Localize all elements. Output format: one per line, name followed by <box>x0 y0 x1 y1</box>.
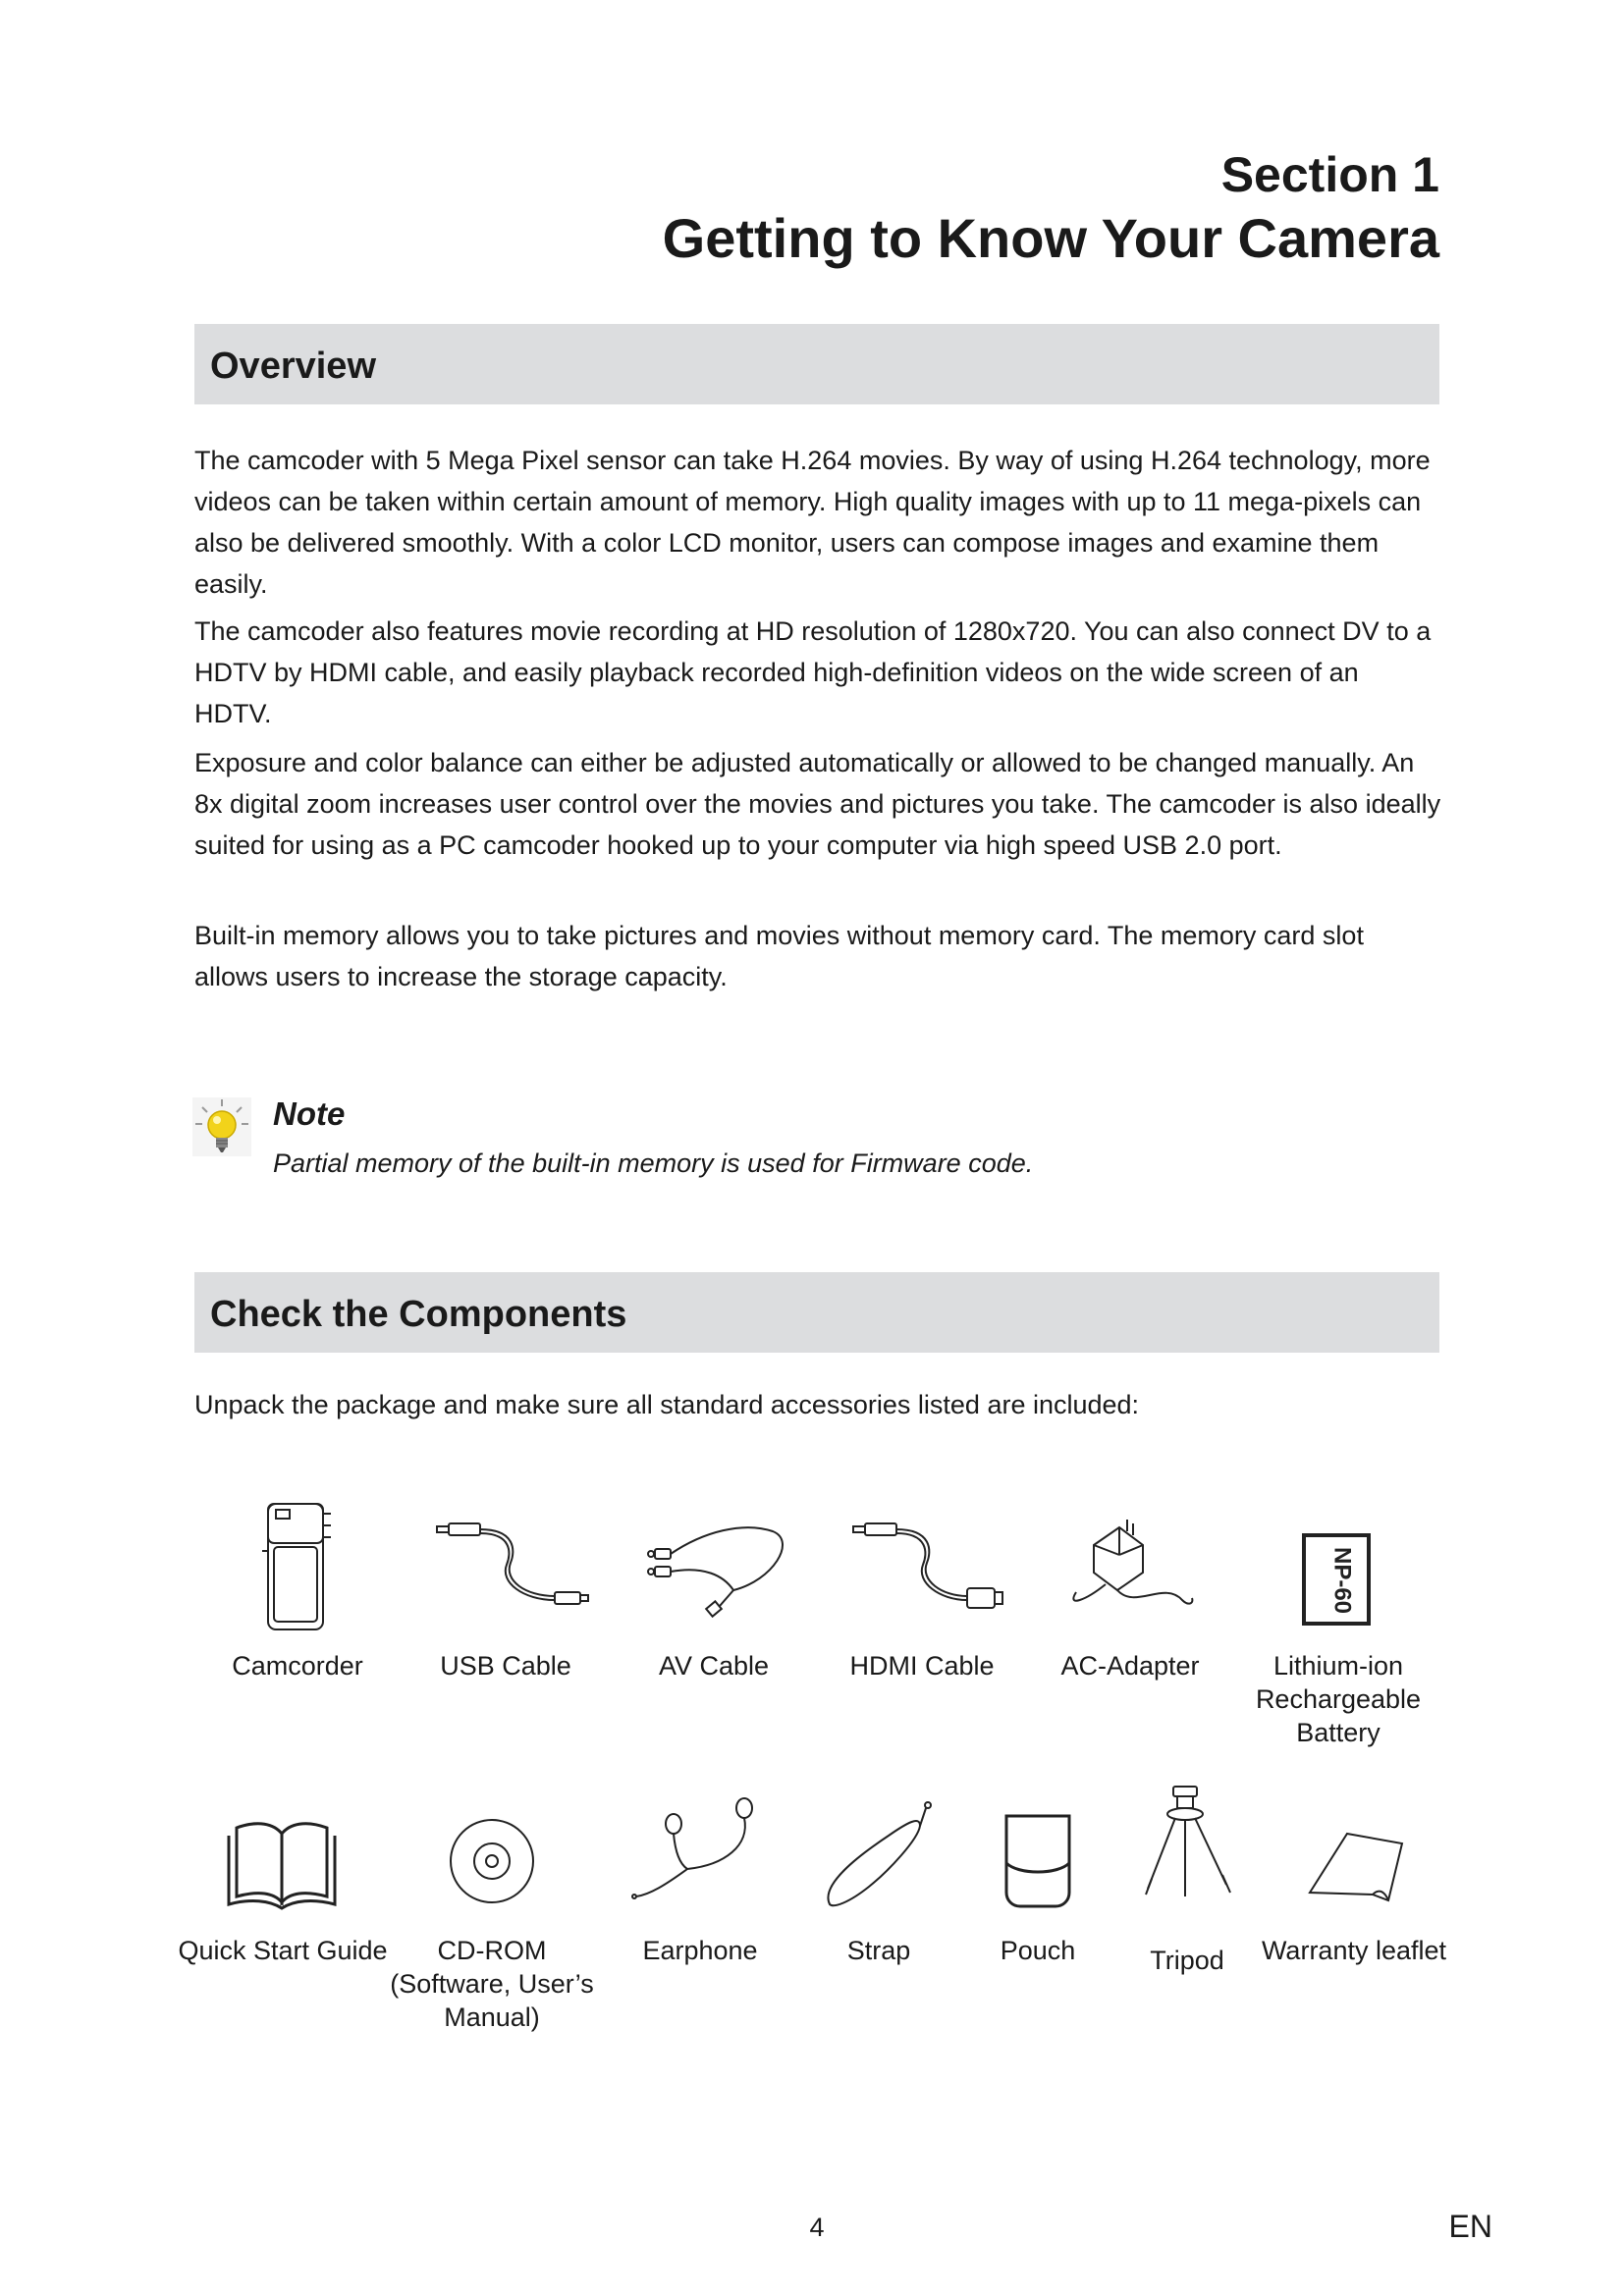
strap-icon <box>810 1796 947 1914</box>
components-heading-band <box>194 1272 1439 1353</box>
component-hdmi-cable <box>814 1502 1030 1681</box>
component-label: Warranty leaflet <box>1261 1936 1447 1965</box>
overview-paragraph-4: Built-in memory allows you to take pictures and movies without memory card. The memory card slot allows users to increase the storage capacity. <box>194 921 1364 991</box>
language-code: EN <box>1448 2209 1492 2244</box>
component-label: USB Cable <box>440 1651 571 1681</box>
battery-marking: NP-60 <box>1328 1546 1356 1615</box>
overview-heading: Overview <box>210 346 376 387</box>
overview-heading-band <box>194 324 1439 404</box>
leaflet-icon <box>1290 1806 1418 1914</box>
component-label: Tripod <box>1150 1946 1224 1975</box>
tripod-icon <box>1128 1779 1246 1916</box>
earphone-icon <box>626 1787 774 1914</box>
component-usb-cable <box>398 1502 614 1681</box>
component-camcorder <box>189 1492 406 1681</box>
component-cd-rom <box>384 1806 600 2032</box>
overview-paragraph-1: The camcoder with 5 Mega Pixel sensor can take H.264 movies. By way of using H.264 technology, more videos can be taken within certain amount of memory. High quality images with up to 11 mega-pixels can also be delivered smoothly. With a color LCD monitor, users can compose images and examine them easily. <box>194 446 1431 599</box>
section-number: Section 1 <box>1220 147 1439 202</box>
component-warranty-leaflet <box>1246 1806 1462 1965</box>
section-heading <box>663 145 1439 271</box>
component-label: AV Cable <box>658 1651 770 1681</box>
components-heading: Check the Components <box>210 1294 627 1335</box>
battery-icon <box>1294 1522 1382 1629</box>
av-cable-icon <box>625 1512 802 1620</box>
component-label: Earphone <box>642 1936 758 1965</box>
cd-icon <box>433 1806 551 1914</box>
camcorder-icon <box>248 1492 347 1639</box>
overview-paragraph-3: Exposure and color balance can either be adjusted automatically or allowed to be changed manually. An 8x digital zoom increases user control over the movies and pictures you take. The camcoder is also ideally suited for using as a PC camcoder hooked up to your computer via high speed USB 2.0 port. <box>194 748 1441 860</box>
overview-paragraph-2: The camcoder also features movie recording at HD resolution of 1280x720. You can also connect DV to a HDTV by HDMI cable, and easily playback recorded high-definition videos on the wide screen of an HDTV. <box>194 616 1432 728</box>
component-label: Camcorder <box>232 1651 363 1681</box>
component-quick-start-guide <box>175 1806 391 1965</box>
book-icon <box>219 1806 347 1914</box>
hdmi-cable-icon <box>834 1502 1010 1620</box>
component-label: Quick Start Guide <box>178 1936 388 1965</box>
component-label: CD-ROM (Software, User’s Manual) <box>390 1936 594 2032</box>
component-label: Lithium-ion Rechargeable Battery <box>1255 1651 1422 1747</box>
component-av-cable <box>606 1512 822 1681</box>
page-number: 4 <box>809 2213 825 2242</box>
lightbulb-icon <box>192 1097 251 1156</box>
ac-adapter-icon <box>1056 1502 1204 1620</box>
component-label: HDMI Cable <box>849 1651 995 1681</box>
component-label: Strap <box>846 1936 911 1965</box>
note-title: Note <box>273 1095 346 1132</box>
page-title: Getting to Know Your Camera <box>662 207 1439 269</box>
usb-cable-icon <box>417 1502 594 1620</box>
component-ac-adapter <box>1022 1502 1238 1681</box>
components-intro: Unpack the package and make sure all standard accessories listed are included: <box>194 1390 1140 1419</box>
note-text: Partial memory of the built-in memory is used for Firmware code. <box>273 1148 1034 1178</box>
component-label: Pouch <box>1000 1936 1076 1965</box>
component-battery <box>1230 1522 1446 1747</box>
component-label: AC-Adapter <box>1060 1651 1200 1681</box>
